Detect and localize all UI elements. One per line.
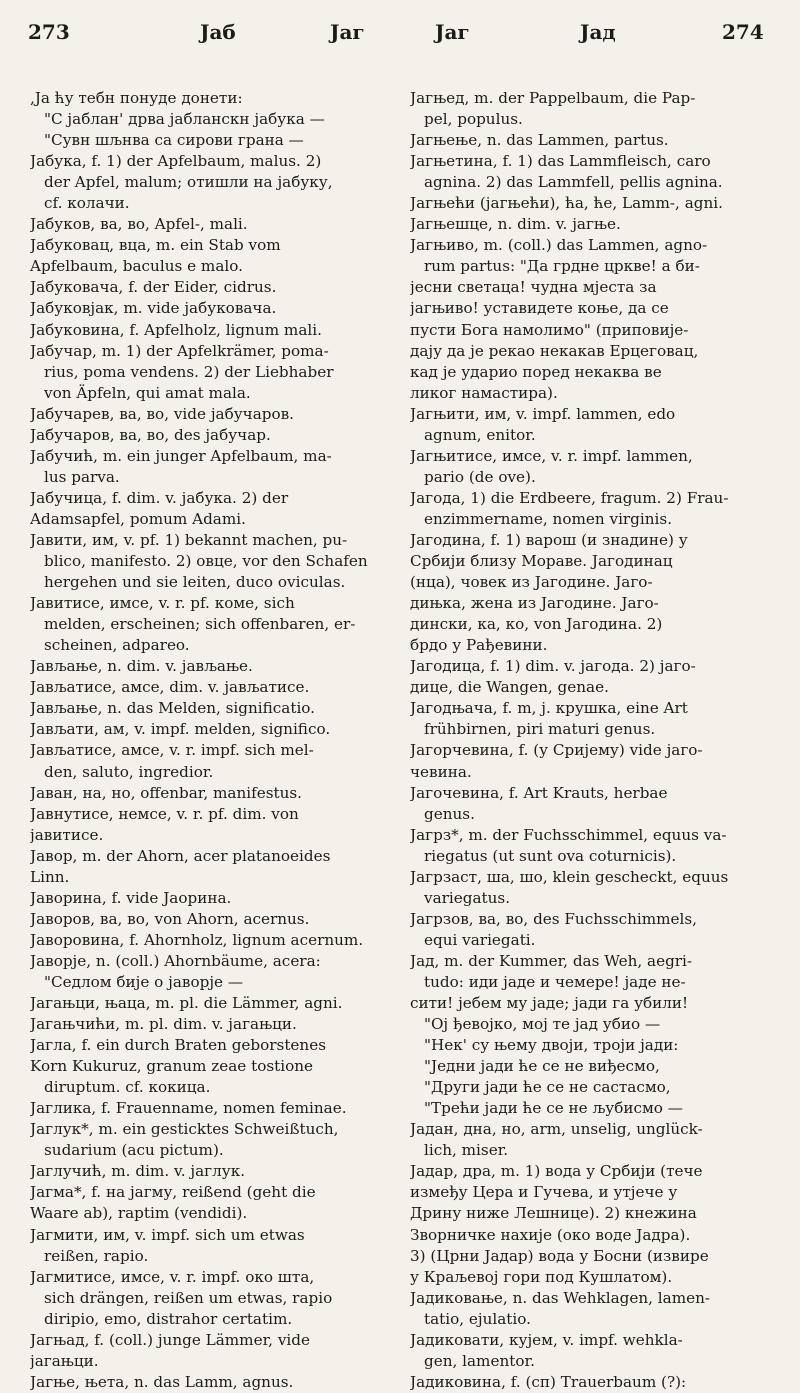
entry-line: јавитисе. [30, 825, 104, 844]
entry-line: Јагмитисе, имсе, v. r. impf. око шта, [30, 1267, 315, 1286]
entry-line: melden, erscheinen; sich offenbaren, er- [44, 615, 356, 634]
entry-line: Јаглук*, m. ein gesticktes Schweißtuch, [30, 1120, 339, 1139]
entry-line: Јадиковина, f. (сп) Trauerbaum (?): [410, 1372, 687, 1391]
entry-line: "С јаблан' дрва јабланскн јабука — [44, 110, 325, 129]
entry-line: Јабуковина, f. Apfelholz, lignum mali. [30, 320, 322, 339]
entry-line: Јагла, f. ein durch Braten geborstenes [30, 1036, 326, 1055]
entry-line: Јабуковача, f. der Eider, cidrus. [30, 278, 277, 297]
entry-line: der Apfel, malum; отишли на јабуку, [44, 173, 333, 192]
entry-line: Јадар, дра, m. 1) вода у Србији (тече [410, 1162, 703, 1181]
entry-line: Дрину ниже Лешнице). 2) кнежина [410, 1204, 697, 1223]
entry-line: Јављатисе, амсе, v. r. impf. sich mel- [30, 741, 314, 760]
entry-line: Korn Kukuruz, granum zeae tostione [30, 1057, 314, 1076]
page-header [0, 20, 800, 60]
entry-line: Јагњиво, m. (coll.) das Lammen, agno- [410, 236, 708, 255]
entry-line: дињка, жена из Јагодине. Јаго- [410, 594, 659, 613]
entry-line: јесни светаца! чудна мјеста за [410, 278, 657, 297]
entry-line: 3) (Црни Јадар) вода у Босни (извире [410, 1246, 709, 1265]
entry-line: Јагњити, им, v. impf. lammen, edo [410, 404, 676, 423]
entry-line: Јаван, на, но, offenbar, manifestus. [30, 783, 303, 802]
entry-line: јагањци. [30, 1351, 99, 1370]
entry-line: "Трећи јади ће се не љубисмо — [424, 1099, 683, 1118]
entry-line: "Други јади ће се не састасмо, [424, 1078, 671, 1097]
entry-line: genus. [424, 804, 475, 823]
entry-line: "Нек' су њему двоји, троји јади: [424, 1036, 679, 1055]
entry-line: дински, ка, ко, von Јагодина. 2) [410, 615, 663, 634]
entry-line: Apfelbaum, baculus e malo. [30, 257, 243, 276]
entry-line: Јавнутисе, немсе, v. r. pf. dim. von [30, 804, 299, 823]
entry-line: Јагрз*, m. der Fuchsschimmel, equus va- [410, 825, 727, 844]
entry-line: blico, manifesto. 2) овце, vor den Schafen [44, 552, 368, 571]
entry-line: у Краљевој гори под Кушлатом). [410, 1267, 673, 1286]
entry-line: Јављање, n. dim. v. јављање. [30, 657, 253, 676]
entry-line: rum partus: "Да грдне цркве! а би- [424, 257, 700, 276]
entry-line: Јагњешце, n. dim. v. јагње. [410, 215, 621, 234]
entry-line: Јагњед, m. der Pappelbaum, die Pap- [410, 89, 696, 107]
entry-line: Јагодњача, f. m, ј. крушка, eine Art [410, 699, 688, 718]
entry-line: кад је ударио поред некаква ве [410, 362, 662, 381]
entry-line: pel, populus. [424, 110, 523, 129]
guide-word-right-2: Јад [580, 20, 616, 44]
entry-line: diripio, emo, distrahor certatim. [44, 1309, 293, 1328]
entry-line: Waare ab), raptim (vendidi). [30, 1204, 248, 1223]
entry-line: sudarium (acu pictum). [44, 1141, 224, 1160]
entry-line: Јабучарев, ва, во, vide јабучаров. [30, 404, 295, 423]
entry-line: gen, lamentor. [424, 1351, 535, 1370]
entry-line: enzimmername, nomen virginis. [424, 509, 673, 528]
entry-line: lich, miser. [424, 1141, 509, 1160]
entry-line: Јабуковјак, m. vide јабуковача. [30, 299, 277, 318]
entry-line: Јабучица, f. dim. v. јабука. 2) der [30, 488, 289, 507]
entry-line: Јагода, 1) die Erdbeere, fragum. 2) Frau- [410, 488, 729, 507]
entry-line: пусти Бога намолимо" (приповије- [410, 320, 689, 339]
entry-line: den, saluto, ingredior. [44, 762, 214, 781]
entry-line: Јагмити, им, v. impf. sich um etwas [30, 1225, 305, 1244]
entry-line: von Äpfeln, qui amat mala. [44, 383, 251, 402]
entry-line: diruptum. cf. кокица. [44, 1078, 211, 1097]
entry-line: Јадиковање, n. das Wehklagen, lamen- [410, 1288, 711, 1307]
entry-line: Јагочевина, f. Art Krauts, herbae [410, 783, 668, 802]
page-number-right: 274 [722, 20, 764, 44]
entry-line: scheinen, adpareo. [44, 636, 190, 655]
entry-line: Јагодина, f. 1) варош (и знадине) у [410, 530, 688, 549]
entry-line: Јагорчевина, f. (у Сријему) vide јаго- [410, 741, 703, 760]
entry-line: equi variegati. [424, 930, 536, 949]
entry-line: Јављање, n. das Melden, significatio. [30, 699, 316, 718]
entry-line: Adamsapfel, pomum Adami. [30, 509, 246, 528]
entry-line: Јаворје, n. (coll.) Ahornbäume, acera: [30, 951, 321, 970]
entry-line: Јављати, ам, v. impf. melden, significo. [30, 720, 331, 739]
entry-line: variegatus. [424, 888, 511, 907]
entry-line: Јавитисе, имсе, v. r. pf. коме, sich [30, 594, 295, 613]
entry-line: Јагодица, f. 1) dim. v. јагода. 2) јаго- [410, 657, 696, 676]
entry-line: Јаворина, f. vide Јаорина. [30, 888, 232, 907]
entry-line: frühbirnen, piri maturi genus. [424, 720, 656, 739]
entry-line: hergehen und sie leiten, duco oviculas. [44, 573, 346, 592]
entry-line: Србији близу Мораве. Јагодинац [410, 552, 673, 571]
entry-line: riegatus (ut sunt ova coturnicis). [424, 846, 677, 865]
guide-word-right-1: Јаг [435, 20, 470, 44]
entry-line: Јадиковати, кујем, v. impf. wehkla- [410, 1330, 683, 1349]
entry-line: Јаглучић, m. dim. v. јаглук. [30, 1162, 246, 1181]
entry-line: Јаглика, f. Frauenname, nomen feminae. [30, 1099, 347, 1118]
entry-line: agnina. 2) das Lammfell, pellis agnina. [424, 173, 723, 192]
entry-line: Зворничке нахије (око воде Јадра). [410, 1225, 691, 1244]
entry-line: Јабуковац, вца, m. ein Stab vom [30, 236, 281, 255]
entry-line: Јавити, им, v. pf. 1) bekannt machen, pu- [30, 530, 348, 549]
entry-line: брдо у Рађевини. [410, 636, 548, 655]
entry-line: lus parva. [44, 467, 120, 486]
entry-line: pario (de ove). [424, 467, 536, 486]
entry-line: дају да је рекао некакав Ерцеговац, [410, 341, 699, 360]
entry-line: "Седлом бије о јаворје — [44, 972, 244, 991]
entry-line: Јављатисе, амсе, dim. v. јављатисе. [30, 678, 310, 697]
entry-line: Јабучић, m. ein junger Apfelbaum, ma- [30, 446, 332, 465]
entry-line: tatio, ejulatio. [424, 1309, 531, 1328]
entry-line: чевина. [410, 762, 472, 781]
entry-line: Linn. [30, 867, 70, 886]
entry-line: Јагањци, њаца, m. pl. die Lämmer, agni. [30, 994, 343, 1013]
entry-line: reißen, rapio. [44, 1246, 149, 1265]
entry-line: agnum, enitor. [424, 425, 536, 444]
entry-line: Јагрзаст, ша, шо, klein gescheckt, equus [410, 867, 729, 886]
entry-line: Јабуков, ва, во, Apfel-, mali. [30, 215, 248, 234]
entry-line: Јагањчићи, m. pl. dim. v. јагањци. [30, 1015, 297, 1034]
entry-line: Јагрзов, ва, во, des Fuchsschimmels, [410, 909, 698, 928]
entry-line: rius, poma vendens. 2) der Liebhaber [44, 362, 334, 381]
entry-line: sich drängen, reißen um etwas, rapio [44, 1288, 333, 1307]
entry-line: Јаворов, ва, во, von Ahorn, acernus. [30, 909, 310, 928]
guide-word-left-2: Јаг [330, 20, 365, 44]
entry-line: Јагњење, n. das Lammen, partus. [410, 131, 669, 150]
entry-line: "Ој ђевојко, мој те јад убио — [424, 1015, 661, 1034]
entry-line: ,Ја ћу тебн понуде донети: [30, 89, 243, 107]
entry-line: Јаворовина, f. Ahornholz, lignum acernum. [30, 930, 364, 949]
entry-line: (нца), човек из Јагодине. Јаго- [410, 573, 653, 592]
entry-line: Јабука, f. 1) der Apfelbaum, malus. 2) [30, 152, 322, 171]
right-column [410, 88, 775, 1393]
entry-line: tudo: иди јаде и чемере! јаде не- [424, 972, 686, 991]
entry-line: Јагњетина, f. 1) das Lammfleisch, caro [410, 152, 711, 171]
entry-line: Јабучаров, ва, во, des јабучар. [30, 425, 271, 444]
entry-line: Јагњећи (јагњећи), ћа, ће, Lamm-, agni. [410, 194, 723, 213]
entry-line: Јад, m. der Kummer, das Weh, aegri- [410, 951, 693, 970]
entry-line: дице, die Wangen, genae. [410, 678, 609, 697]
entry-line: Јагњитисе, имсе, v. r. impf. lammen, [410, 446, 693, 465]
entry-line: "Сувн шљнва са сирови грана — [44, 131, 304, 150]
left-column [30, 88, 395, 1393]
guide-word-left-1: Јаб [200, 20, 236, 44]
entry-line: Јабучар, m. 1) der Apfelkrämer, poma- [30, 341, 329, 360]
entry-line: Јагње, њета, n. das Lamm, agnus. [30, 1372, 294, 1391]
entry-line: Јавор, m. der Ahorn, acer platanoeides [30, 846, 331, 865]
entry-line: сити! јебем му јаде; јади га убили! [410, 994, 689, 1013]
entry-line: Јадан, дна, но, arm, unselig, unglück- [410, 1120, 703, 1139]
entry-line: ликог намастира). [410, 383, 558, 402]
entry-line: cf. колачи. [44, 194, 130, 213]
entry-line: Јагњад, f. (coll.) junge Lämmer, vide [30, 1330, 310, 1349]
entry-line: јагњиво! уставидете коње, да се [410, 299, 669, 318]
entry-line: Јагма*, f. на јагму, reißend (geht die [30, 1183, 316, 1202]
entry-line: "Једни јади ће се не виђесмо, [424, 1057, 660, 1076]
entry-line: између Цера и Гучева, и утјече у [410, 1183, 678, 1202]
page-number-left: 273 [28, 20, 70, 44]
